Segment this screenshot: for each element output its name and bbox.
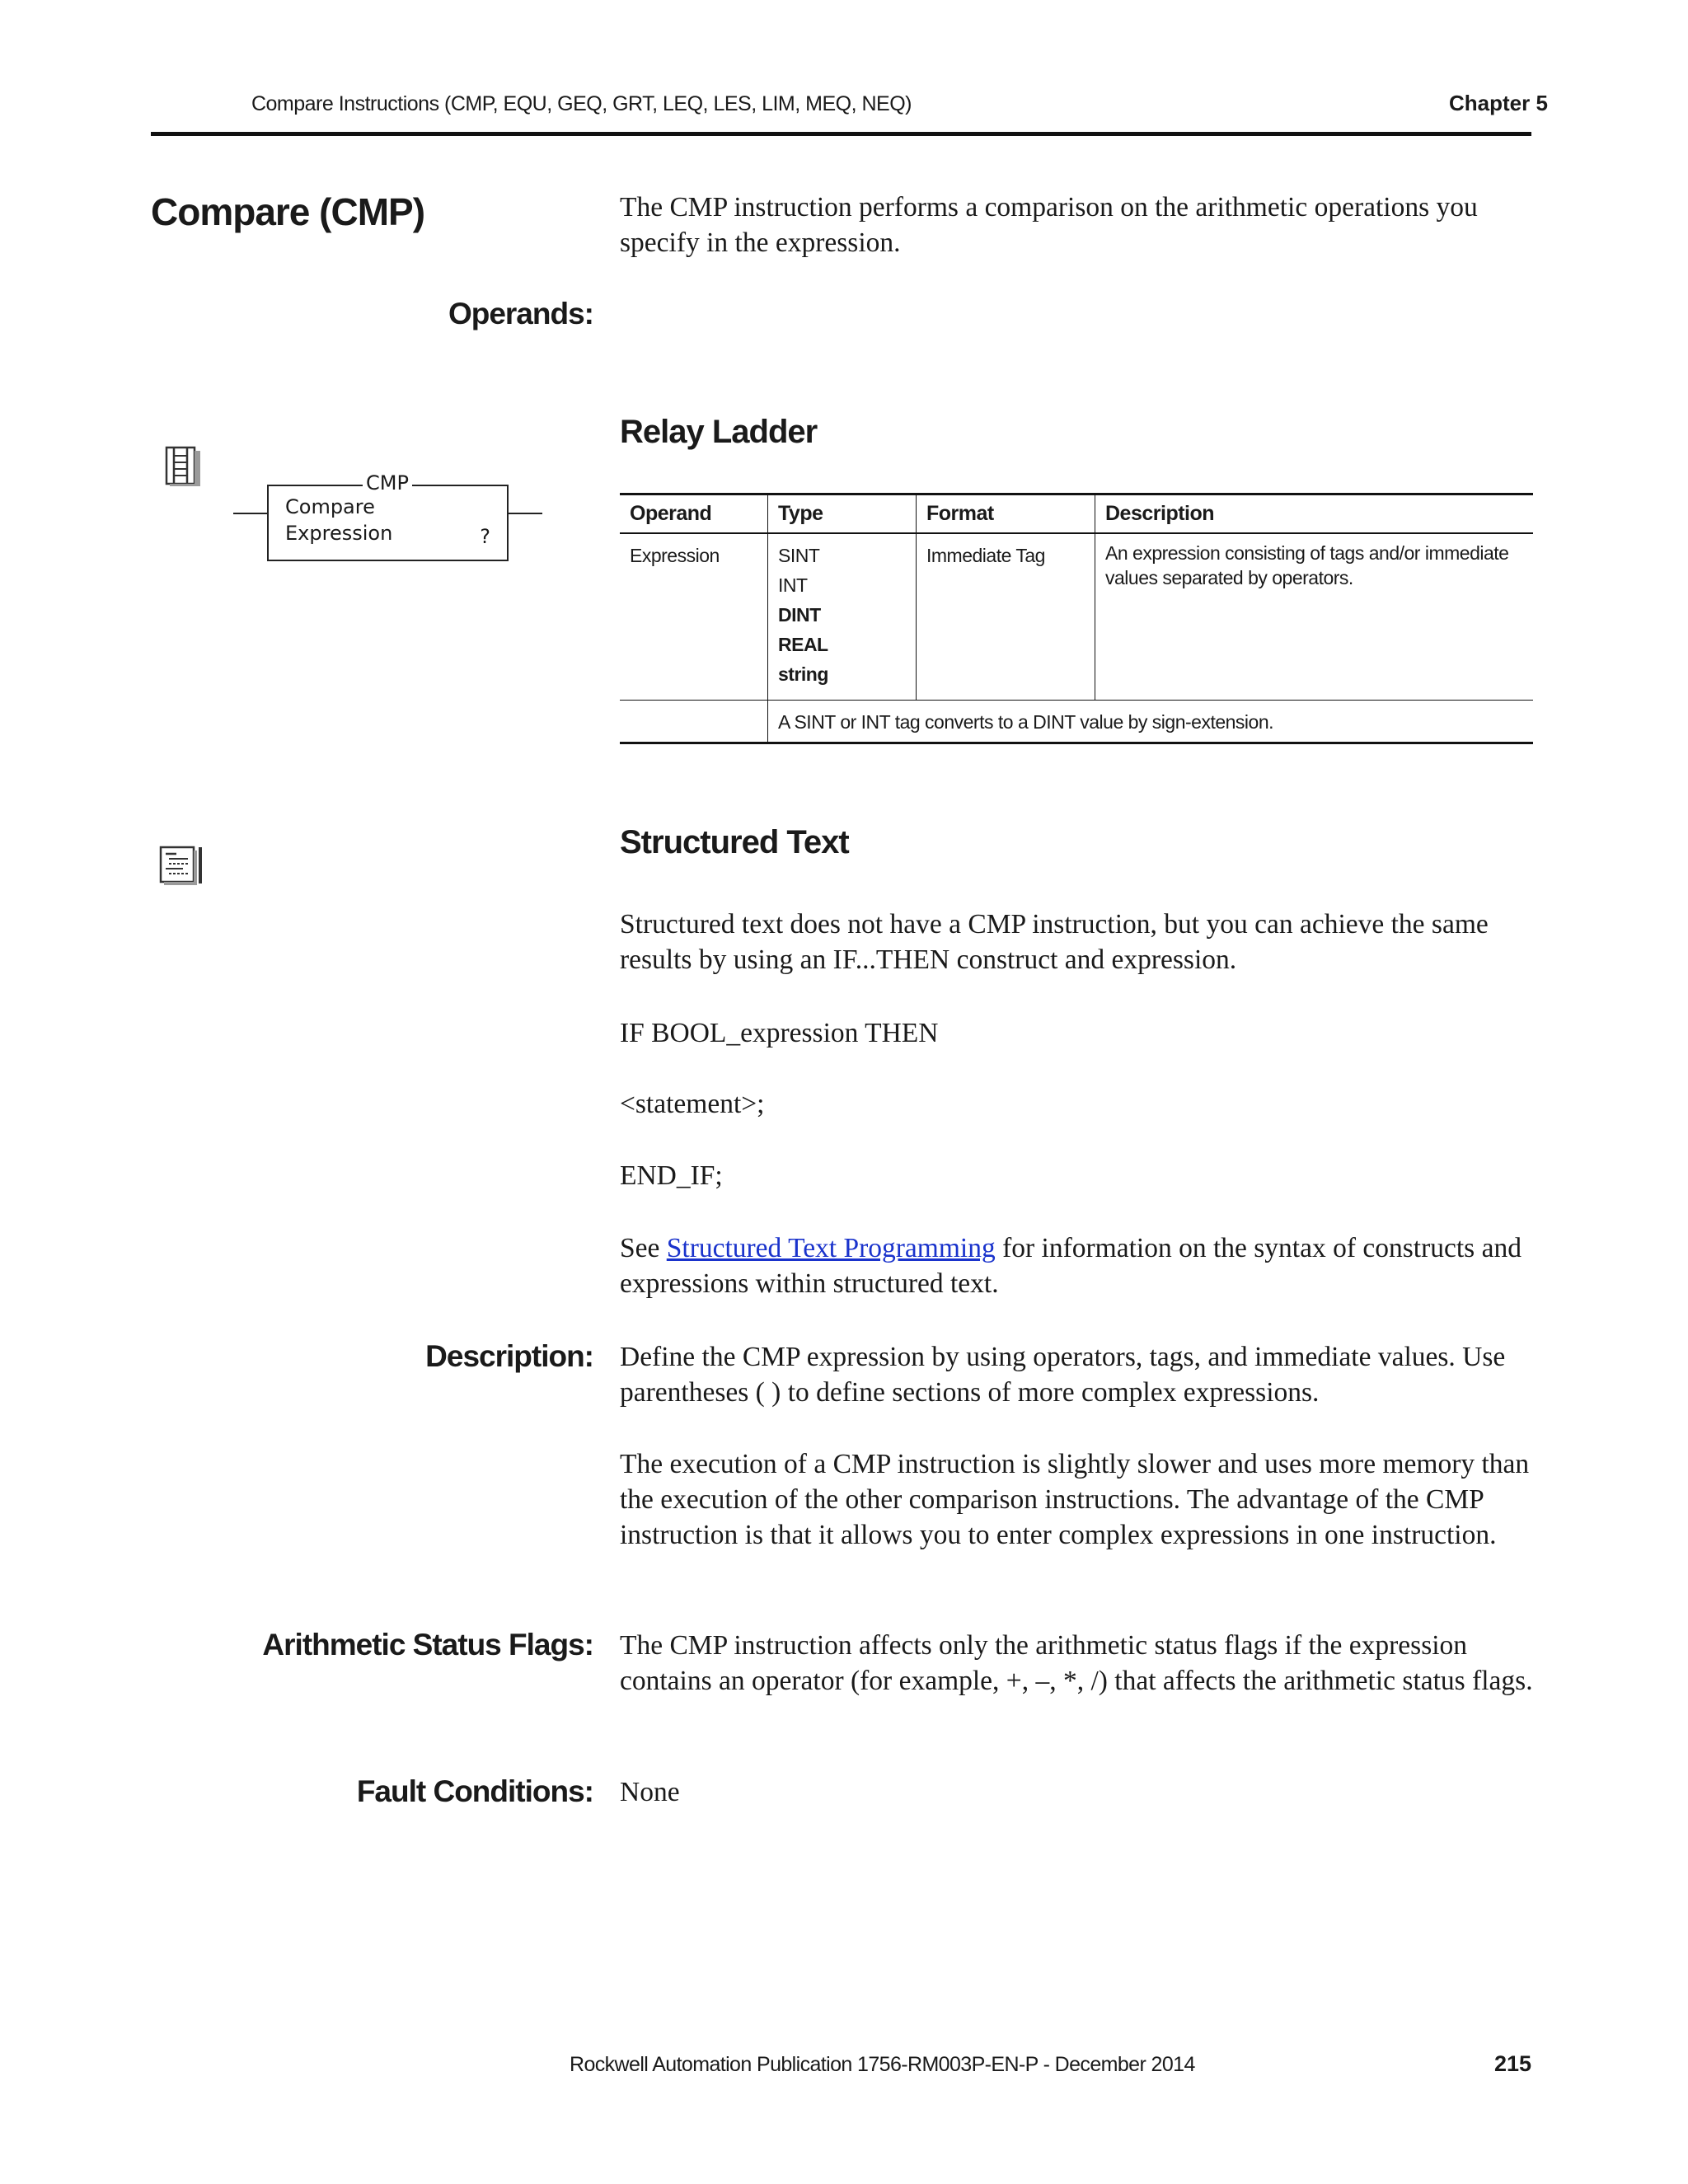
st-code-line1: IF BOOL_expression THEN xyxy=(620,1018,939,1048)
section-title: Compare (CMP) xyxy=(151,190,425,233)
col-header-description: Description xyxy=(1095,494,1534,534)
table-header-row xyxy=(620,494,1533,534)
footer-publication: Rockwell Automation Publication 1756-RM003P-EN-P - December 2014 xyxy=(570,2053,1195,2076)
running-header-chapter: Chapter 5 xyxy=(1449,91,1548,115)
structured-text-heading: Structured Text xyxy=(620,824,849,860)
type-sint: SINT xyxy=(778,545,820,566)
fault-conditions-text: None xyxy=(620,1777,680,1807)
st-code-line3: END_IF; xyxy=(620,1160,723,1191)
header-rule xyxy=(151,132,1531,136)
operand-table xyxy=(620,493,1533,744)
cmp-block-title: CMP xyxy=(363,471,412,494)
col-header-format: Format xyxy=(917,494,1095,534)
description-label: Description: xyxy=(425,1339,593,1373)
cell-description: An expression consisting of tags and/or immediate values separated by operators. xyxy=(1095,533,1534,701)
structured-text-programming-link[interactable]: Structured Text Programming xyxy=(666,1233,996,1263)
cell-operand: Expression xyxy=(620,533,768,701)
st-code-line2: <statement>; xyxy=(620,1089,765,1119)
relay-ladder-icon xyxy=(164,443,204,490)
arithmetic-status-flags-text: The CMP instruction affects only the arithmetic status flags if the expression contains an operator (for example, +, –, *, /) that affects the arithmetic status flags. xyxy=(620,1630,1533,1696)
st-paragraph: Structured text does not have a CMP instruction, but you can achieve the same results by using an IF...THEN construct and expression. xyxy=(620,909,1489,975)
cmp-block-value: ? xyxy=(480,525,490,548)
cmp-ladder-block xyxy=(233,467,542,566)
running-header-title: Compare Instructions (CMP, EQU, GEQ, GRT, LEQ, LES, LIM, MEQ, NEQ) xyxy=(251,92,912,115)
cmp-block-box xyxy=(267,485,509,561)
arithmetic-status-flags-label: Arithmetic Status Flags: xyxy=(262,1628,593,1661)
type-int: INT xyxy=(778,574,808,596)
col-header-operand: Operand xyxy=(620,494,768,534)
cell-type xyxy=(768,533,917,701)
type-real: REAL xyxy=(778,634,828,655)
rung-left xyxy=(233,513,267,514)
operands-label: Operands: xyxy=(448,297,593,330)
relay-ladder-heading: Relay Ladder xyxy=(620,414,818,450)
structured-text-icon xyxy=(158,844,204,891)
cmp-block-line2: Expression xyxy=(285,522,393,545)
description-paragraph2: The execution of a CMP instruction is slightly slower and uses more memory than the execution of the other comparison instructions. The advantage of the CMP instruction is that it allows you to enter complex expressions in one instruction. xyxy=(620,1449,1530,1550)
note-empty-cell xyxy=(620,701,768,743)
fault-conditions-label: Fault Conditions: xyxy=(356,1774,593,1808)
description-paragraph1: Define the CMP expression by using operators, tags, and immediate values. Use parentheses ( ) to define sections of more complex expressions. xyxy=(620,1342,1506,1408)
see-prefix: See xyxy=(620,1233,667,1263)
table-row xyxy=(620,533,1533,701)
col-header-type: Type xyxy=(768,494,917,534)
type-dint: DINT xyxy=(778,604,821,626)
rung-right xyxy=(509,513,542,514)
table-note-row xyxy=(620,701,1533,743)
table-note: A SINT or INT tag converts to a DINT value by sign-extension. xyxy=(768,701,1534,743)
cell-format: Immediate Tag xyxy=(917,533,1095,701)
see-suffix: for information on the syntax of constructs and expressions within structured text. xyxy=(620,1233,1522,1299)
intro-paragraph: The CMP instruction performs a comparison on the arithmetic operations you specify in the expression. xyxy=(620,192,1478,258)
type-string: string xyxy=(778,663,828,685)
cmp-block-line1: Compare xyxy=(285,495,375,518)
st-see-paragraph xyxy=(620,1230,1535,1301)
footer-page-number: 215 xyxy=(1493,2051,1531,2076)
